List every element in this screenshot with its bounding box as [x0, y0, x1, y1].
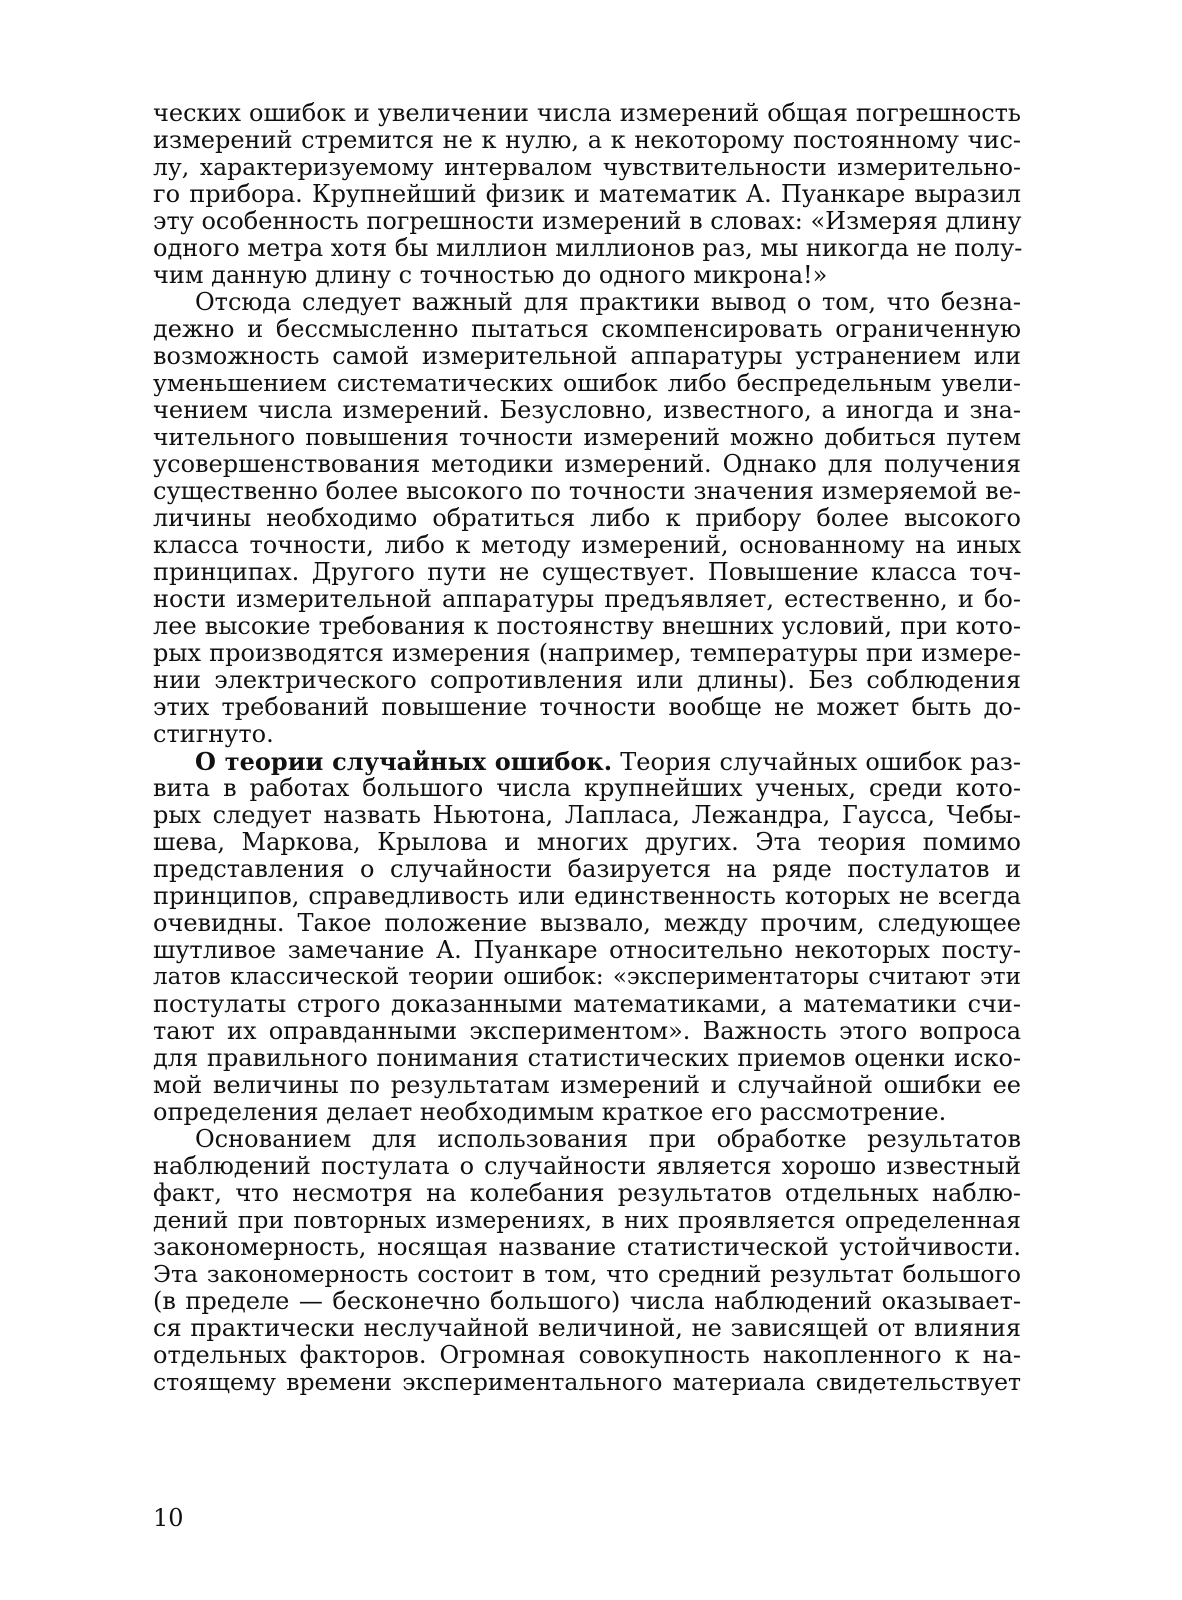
text-line: чительного повышения точности измерений можно добиться путем	[153, 423, 1021, 451]
text-line: стигнуто.	[153, 720, 274, 748]
text-line: уменьшением систематических ошибок либо беспредельным увели-	[153, 369, 1021, 397]
text-line: нии электрического сопротивления или длины). Без соблюдения	[153, 666, 1021, 694]
text-line: ческих ошибок и увеличении числа измерений общая погрешность	[153, 99, 1021, 127]
paragraph-4	[153, 1126, 1021, 1396]
text-line: эту особенность погрешности измерений в словах: «Измеряя длину	[153, 207, 1022, 235]
text-line: го прибора. Крупнейший физик и математик А. Пуанкаре выразил	[153, 180, 1021, 208]
text-line: для правильного понимания статистических приемов оценки иско-	[153, 1044, 1021, 1072]
text-line: принципах. Другого пути не существует. Повышение класса точ-	[153, 558, 1021, 586]
text-line: измерений стремится не к нулю, а к некоторому постоянному чис-	[153, 126, 1021, 154]
text-line: определения делает необходимым краткое его рассмотрение.	[153, 1098, 947, 1126]
text-line: стоящему времени экспериментального материала свидетельствует	[153, 1368, 1021, 1396]
text-line: ся практически неслучайной величиной, не зависящей от влияния	[153, 1314, 1021, 1342]
text-line: лее высокие требования к постоянству внешних условий, при кото-	[153, 612, 1021, 640]
text-line: рых производятся измерения (например, температуры при измере-	[153, 639, 1021, 667]
text-line: факт, что несмотря на колебания результатов отдельных наблю-	[153, 1179, 1021, 1207]
text-line: тают их оправданными экспериментом». Важность этого вопроса	[153, 1017, 1021, 1045]
text-line: Основанием для использования при обработке результатов	[195, 1125, 1021, 1153]
text-line: одного метра хотя бы миллион миллионов раз, мы никогда не полу-	[153, 234, 1023, 262]
text-line: принципов, справедливость или единственность которых не всегда	[153, 882, 1021, 910]
text-line: дений при повторных измерениях, в них проявляется определенная	[153, 1206, 1021, 1234]
text-line: шева, Маркова, Крылова и многих других. Эта теория помимо	[153, 828, 1021, 856]
text-line: ности измерительной аппаратуры предъявляет, естественно, и бо-	[153, 585, 1021, 613]
text-line	[153, 748, 1021, 775]
text-line: усовершенствования методики измерений. Однако для получения	[153, 450, 1021, 478]
paragraph-1	[153, 100, 1021, 289]
paragraph-3	[153, 748, 1021, 1126]
text-line: отдельных факторов. Огромная совокупность накопленного к на-	[153, 1341, 1021, 1369]
page-body	[153, 100, 1021, 1396]
text-line: Отсюда следует важный для практики вывод о том, что безна-	[195, 288, 1021, 316]
text-line: очевидны. Такое положение вызвало, между прочим, следующее	[153, 909, 1021, 937]
text-line: этих требований повышение точности вообще не может быть до-	[153, 693, 1021, 721]
text-line: лу, характеризуемому интервалом чувствительности измерительно-	[153, 153, 1021, 181]
text-line: представления о случайности базируется на ряде постулатов и	[153, 855, 1021, 883]
text-line: возможность самой измерительной аппаратуры устранением или	[153, 342, 1021, 370]
text-line: Эта закономерность состоит в том, что средний результат большого	[153, 1260, 1021, 1288]
text-line: дежно и бессмысленно пытаться скомпенсировать ограниченную	[153, 315, 1021, 343]
text-line: закономерность, носящая название статистической устойчивости.	[153, 1233, 1021, 1261]
text-line: латов классической теории ошибок: «экспериментаторы считают эти	[153, 964, 1021, 990]
text-line: шутливое замечание А. Пуанкаре относительно некоторых посту-	[153, 936, 1021, 964]
text-line: постулаты строго доказанными математиками, а математики счи-	[153, 990, 1021, 1018]
heading-line-rest: Теория случайных ошибок раз-	[612, 748, 1021, 776]
text-line: существенно более высокого по точности значения измеряемой ве-	[153, 477, 1021, 505]
text-line: чим данную длину с точностью до одного микрона!»	[153, 261, 828, 289]
text-line: рых следует назвать Ньютона, Лапласа, Лежандра, Гаусса, Чебы-	[153, 801, 1021, 829]
text-line: чением числа измерений. Безусловно, известного, а иногда и зна-	[153, 396, 1021, 424]
section-heading: О теории случайных ошибок.	[195, 747, 613, 776]
text-line: наблюдений постулата о случайности является хорошо известный	[153, 1152, 1021, 1180]
text-line: класса точности, либо к методу измерений, основанному на иных	[153, 531, 1021, 559]
text-line: вита в работах большого числа крупнейших ученых, среди кото-	[153, 774, 1021, 802]
page-number: 10	[153, 1504, 184, 1532]
text-line: мой величины по результатам измерений и случайной ошибки ее	[153, 1071, 1021, 1099]
text-line: личины необходимо обратиться либо к прибору более высокого	[153, 504, 1021, 532]
paragraph-2	[153, 289, 1021, 748]
text-line: (в пределе — бесконечно большого) числа наблюдений оказывает-	[153, 1287, 1021, 1315]
